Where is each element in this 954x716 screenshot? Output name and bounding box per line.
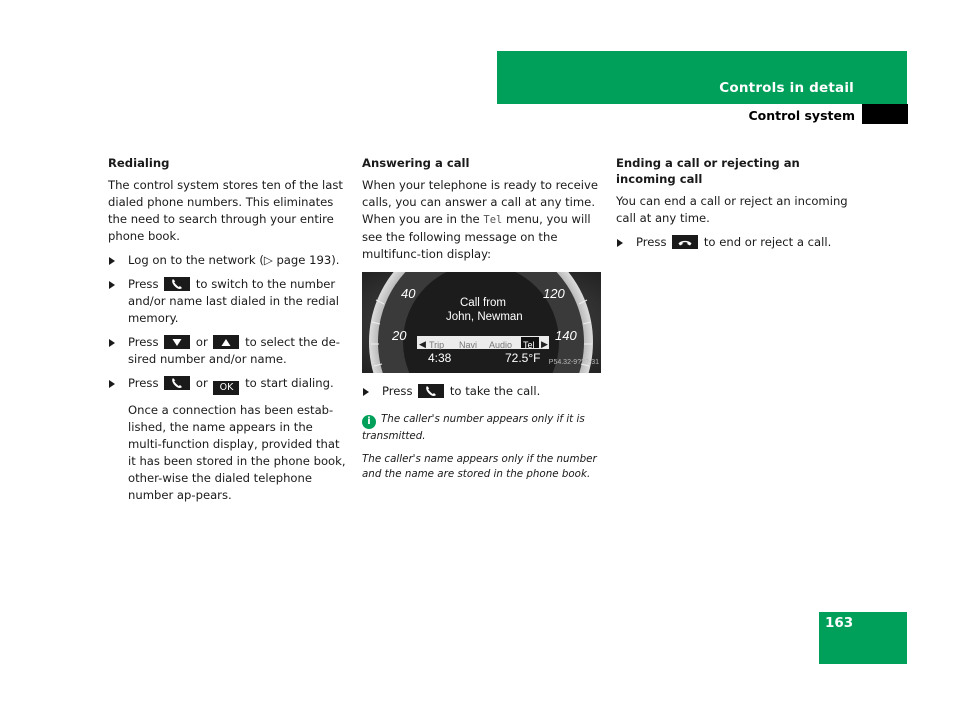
info-icon: i	[362, 415, 376, 429]
step-select-number: Press or to select the de-sired number and/or name.	[108, 334, 346, 368]
display-time: 4:38	[428, 351, 452, 365]
step-take-call: Press to take the call.	[362, 383, 602, 400]
display-call-from: Call from	[460, 297, 507, 309]
figure-code: P54.32-9???-31	[548, 359, 599, 366]
step-end-call: Press to end or reject a call.	[616, 234, 856, 251]
ok-key: OK	[213, 381, 239, 395]
page-number-box	[819, 612, 907, 664]
gauge-label-40: 40	[401, 286, 416, 301]
arrow-down-key-icon	[164, 335, 190, 349]
display-caller-name: John, Newman	[446, 311, 523, 323]
step-log-on: Log on to the network (▷ page 193).	[108, 252, 346, 269]
header-band	[497, 51, 907, 104]
column-ending	[616, 155, 856, 258]
subsection-title: Control system	[748, 108, 855, 123]
column-answering	[362, 155, 602, 490]
paragraph-connection: Once a connection has been estab-lished, the name appears in the multi-function display, provided that it has been stored in the phone book, other-wise the dialed telephone number ap-pears.	[128, 403, 346, 502]
bullet-arrow-icon	[109, 380, 115, 388]
phone-answer-key-icon	[164, 277, 190, 291]
multifunction-display-image	[362, 272, 601, 373]
display-tab-trip: Trip	[429, 340, 445, 350]
bullet-arrow-icon	[109, 257, 115, 265]
section-title: Controls in detail	[719, 80, 854, 96]
display-tab-audio: Audio	[489, 340, 513, 350]
note-name-stored: The caller's name appears only if the number and the name are stored in the phone book.	[362, 453, 597, 480]
arrow-up-key-icon	[213, 335, 239, 349]
gauge-label-120: 120	[543, 286, 565, 301]
subsection-marker	[862, 104, 908, 124]
paragraph-intro: You can end a call or reject an incoming call at any time.	[616, 194, 848, 225]
step-start-dialing: Press or OK to start dialing.	[108, 375, 346, 395]
paragraph-intro: When your telephone is ready to receive calls, you can answer a call at any time. When you are in the Tel menu, you will see the following message on the multifunc-tion display:	[362, 178, 599, 261]
gauge-label-20: 20	[392, 328, 407, 343]
phone-answer-key-icon	[418, 384, 444, 398]
bullet-arrow-icon	[363, 388, 369, 396]
display-tab-navi: Navi	[459, 340, 478, 350]
display-tab-tel: Tel	[523, 340, 535, 350]
phone-answer-key-icon	[164, 376, 190, 390]
display-tab-left-arrow-icon: ◀	[419, 339, 426, 349]
gauge-label-140: 140	[555, 328, 577, 343]
column-redialing	[108, 155, 346, 511]
heading-answering: Answering a call	[362, 156, 470, 170]
heading-redialing: Redialing	[108, 156, 170, 170]
phone-hangup-key-icon	[672, 235, 698, 249]
heading-ending: Ending a call or rejecting an incoming call	[616, 156, 800, 186]
display-tab-right-arrow-icon: ▶	[541, 339, 548, 349]
bullet-arrow-icon	[109, 281, 115, 289]
bullet-arrow-icon	[617, 239, 623, 247]
paragraph-intro: The control system stores ten of the last dialed phone numbers. This eliminates the need to search through your entire phone book.	[108, 178, 343, 243]
display-temperature: 72.5°F	[505, 351, 541, 365]
page-number: 163	[825, 615, 854, 631]
bullet-arrow-icon	[109, 339, 115, 347]
step-redial-memory: Press to switch to the number and/or name last dialed in the redial memory.	[108, 276, 346, 327]
note-number-transmitted: i The caller's number appears only if it is transmitted.	[362, 413, 585, 442]
menu-name: Tel	[483, 214, 503, 226]
